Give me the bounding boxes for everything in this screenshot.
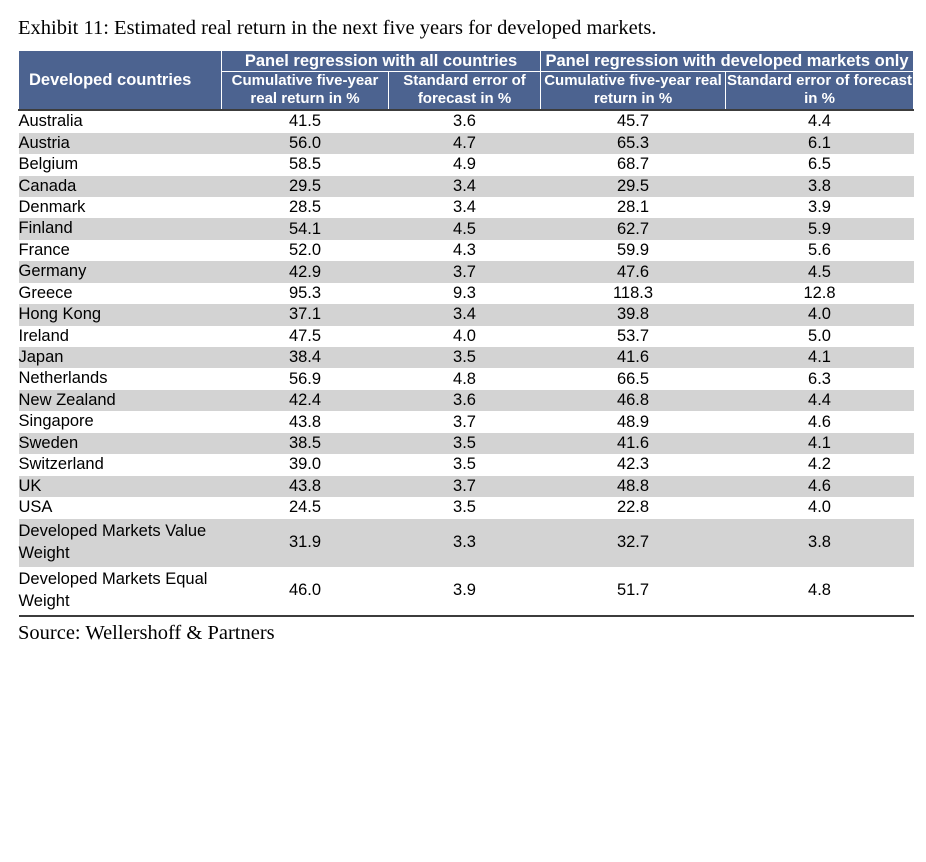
cell-country: France xyxy=(19,240,222,261)
table-header xyxy=(19,50,914,110)
cell-all-error: 3.7 xyxy=(389,476,541,497)
cell-developed-return: 51.7 xyxy=(541,567,726,616)
exhibit-title: Exhibit 11: Estimated real return in the next five years for developed markets. xyxy=(18,17,657,39)
cell-all-return: 31.9 xyxy=(222,519,389,567)
cell-developed-error: 4.5 xyxy=(726,261,914,282)
cell-all-error: 3.5 xyxy=(389,454,541,475)
cell-country: Switzerland xyxy=(19,454,222,475)
cell-developed-return: 47.6 xyxy=(541,261,726,282)
table-row xyxy=(19,218,914,239)
cell-developed-return: 46.8 xyxy=(541,390,726,411)
cell-country: Canada xyxy=(19,176,222,197)
cell-all-error: 4.5 xyxy=(389,218,541,239)
cell-developed-error: 4.4 xyxy=(726,110,914,132)
cell-all-error: 3.6 xyxy=(389,390,541,411)
cell-all-error: 3.4 xyxy=(389,176,541,197)
cell-all-error: 4.9 xyxy=(389,154,541,175)
cell-all-return: 24.5 xyxy=(222,497,389,518)
cell-country: Singapore xyxy=(19,411,222,432)
cell-all-error: 4.0 xyxy=(389,326,541,347)
cell-all-return: 38.4 xyxy=(222,347,389,368)
cell-all-return: 43.8 xyxy=(222,411,389,432)
cell-all-return: 52.0 xyxy=(222,240,389,261)
cell-developed-return: 59.9 xyxy=(541,240,726,261)
table-row xyxy=(19,176,914,197)
cell-developed-return: 62.7 xyxy=(541,218,726,239)
header-developed-countries: Developed countries xyxy=(19,50,222,110)
cell-all-error: 3.7 xyxy=(389,411,541,432)
table-row xyxy=(19,433,914,454)
table-row xyxy=(19,519,914,567)
cell-all-error: 3.7 xyxy=(389,261,541,282)
cell-developed-error: 12.8 xyxy=(726,283,914,304)
cell-all-error: 9.3 xyxy=(389,283,541,304)
cell-developed-return: 42.3 xyxy=(541,454,726,475)
table-row xyxy=(19,326,914,347)
cell-all-return: 39.0 xyxy=(222,454,389,475)
cell-all-error: 3.5 xyxy=(389,433,541,454)
table-row xyxy=(19,390,914,411)
cell-developed-return: 39.8 xyxy=(541,304,726,325)
table-row xyxy=(19,497,914,518)
developed-markets-return-table xyxy=(18,50,914,617)
cell-developed-return: 48.9 xyxy=(541,411,726,432)
cell-developed-return: 22.8 xyxy=(541,497,726,518)
cell-developed-error: 4.0 xyxy=(726,304,914,325)
cell-developed-error: 4.8 xyxy=(726,567,914,616)
cell-developed-return: 66.5 xyxy=(541,368,726,389)
cell-all-return: 56.9 xyxy=(222,368,389,389)
cell-all-return: 29.5 xyxy=(222,176,389,197)
cell-all-return: 56.0 xyxy=(222,133,389,154)
table-row xyxy=(19,476,914,497)
cell-developed-error: 5.6 xyxy=(726,240,914,261)
table-body xyxy=(19,110,914,615)
cell-all-return: 37.1 xyxy=(222,304,389,325)
cell-developed-error: 4.6 xyxy=(726,476,914,497)
cell-all-error: 3.5 xyxy=(389,497,541,518)
cell-developed-error: 4.0 xyxy=(726,497,914,518)
table-row xyxy=(19,133,914,154)
cell-country: Developed Markets Value Weight xyxy=(19,519,222,567)
table-row xyxy=(19,411,914,432)
cell-all-error: 3.6 xyxy=(389,110,541,132)
cell-developed-return: 41.6 xyxy=(541,433,726,454)
cell-all-return: 95.3 xyxy=(222,283,389,304)
cell-all-return: 41.5 xyxy=(222,110,389,132)
source-note: Source: Wellershoff & Partners xyxy=(18,621,275,644)
table-header-group-row xyxy=(19,50,914,71)
table-row xyxy=(19,261,914,282)
cell-developed-error: 6.3 xyxy=(726,368,914,389)
table-row xyxy=(19,368,914,389)
cell-country: Germany xyxy=(19,261,222,282)
cell-developed-error: 6.5 xyxy=(726,154,914,175)
cell-all-error: 3.9 xyxy=(389,567,541,616)
cell-developed-error: 3.8 xyxy=(726,176,914,197)
cell-country: Finland xyxy=(19,218,222,239)
cell-developed-return: 28.1 xyxy=(541,197,726,218)
cell-developed-error: 3.8 xyxy=(726,519,914,567)
table-row xyxy=(19,347,914,368)
cell-all-return: 54.1 xyxy=(222,218,389,239)
cell-developed-error: 3.9 xyxy=(726,197,914,218)
header-panel-regression-developed: Panel regression with developed markets only xyxy=(541,50,914,71)
cell-country: Australia xyxy=(19,110,222,132)
cell-country: Sweden xyxy=(19,433,222,454)
cell-all-return: 42.9 xyxy=(222,261,389,282)
header-all-cumulative-return: Cumulative five-year real return in % xyxy=(222,71,389,110)
cell-developed-error: 4.1 xyxy=(726,347,914,368)
table-row xyxy=(19,110,914,132)
cell-country: UK xyxy=(19,476,222,497)
cell-developed-return: 118.3 xyxy=(541,283,726,304)
cell-country: Japan xyxy=(19,347,222,368)
cell-developed-error: 6.1 xyxy=(726,133,914,154)
table-row xyxy=(19,454,914,475)
cell-all-error: 4.3 xyxy=(389,240,541,261)
cell-country: Austria xyxy=(19,133,222,154)
cell-country: Belgium xyxy=(19,154,222,175)
cell-all-return: 43.8 xyxy=(222,476,389,497)
table-row xyxy=(19,283,914,304)
cell-country: USA xyxy=(19,497,222,518)
cell-developed-return: 29.5 xyxy=(541,176,726,197)
cell-country: Denmark xyxy=(19,197,222,218)
table-row xyxy=(19,304,914,325)
cell-country: Netherlands xyxy=(19,368,222,389)
header-panel-regression-all: Panel regression with all countries xyxy=(222,50,541,71)
cell-developed-error: 4.1 xyxy=(726,433,914,454)
cell-developed-return: 45.7 xyxy=(541,110,726,132)
cell-developed-return: 41.6 xyxy=(541,347,726,368)
cell-developed-error: 4.2 xyxy=(726,454,914,475)
cell-country: New Zealand xyxy=(19,390,222,411)
cell-all-return: 28.5 xyxy=(222,197,389,218)
cell-country: Ireland xyxy=(19,326,222,347)
cell-developed-error: 4.4 xyxy=(726,390,914,411)
cell-all-return: 42.4 xyxy=(222,390,389,411)
cell-developed-error: 5.0 xyxy=(726,326,914,347)
cell-developed-error: 5.9 xyxy=(726,218,914,239)
header-developed-cumulative-return: Cumulative five-year real return in % xyxy=(541,71,726,110)
cell-all-return: 46.0 xyxy=(222,567,389,616)
cell-country: Greece xyxy=(19,283,222,304)
cell-country: Developed Markets Equal Weight xyxy=(19,567,222,616)
header-all-standard-error: Standard error of forecast in % xyxy=(389,71,541,110)
cell-all-error: 3.4 xyxy=(389,304,541,325)
cell-all-return: 58.5 xyxy=(222,154,389,175)
cell-developed-return: 32.7 xyxy=(541,519,726,567)
cell-all-return: 47.5 xyxy=(222,326,389,347)
cell-all-error: 3.5 xyxy=(389,347,541,368)
cell-all-error: 3.4 xyxy=(389,197,541,218)
cell-developed-return: 48.8 xyxy=(541,476,726,497)
cell-developed-return: 68.7 xyxy=(541,154,726,175)
cell-developed-error: 4.6 xyxy=(726,411,914,432)
cell-all-error: 3.3 xyxy=(389,519,541,567)
cell-all-return: 38.5 xyxy=(222,433,389,454)
cell-all-error: 4.8 xyxy=(389,368,541,389)
header-developed-standard-error: Standard error of forecast in % xyxy=(726,71,914,110)
cell-country: Hong Kong xyxy=(19,304,222,325)
table-row xyxy=(19,197,914,218)
cell-developed-return: 53.7 xyxy=(541,326,726,347)
cell-all-error: 4.7 xyxy=(389,133,541,154)
cell-developed-return: 65.3 xyxy=(541,133,726,154)
table-row xyxy=(19,567,914,616)
table-row xyxy=(19,154,914,175)
table-row xyxy=(19,240,914,261)
